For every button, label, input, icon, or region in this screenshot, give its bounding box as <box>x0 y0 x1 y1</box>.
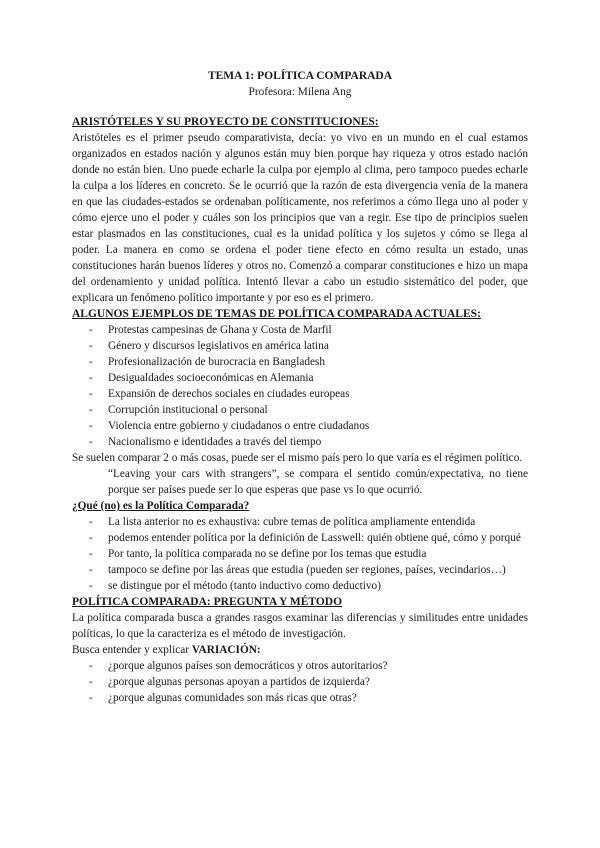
questions-list <box>72 658 528 706</box>
list-item: - ¿porque algunas personas apoyan a partidos de izquierda? <box>72 674 528 690</box>
variacion-keyword: VARIACIÓN: <box>191 644 261 656</box>
list-item: - Protestas campesinas de Ghana y Costa de Marfil <box>72 322 528 338</box>
document-title: TEMA 1: POLÍTICA COMPARADA <box>207 70 393 82</box>
section-heading-aristoteles: ARISTÓTELES Y SU PROYECTO DE CONSTITUCIONES: <box>72 116 379 128</box>
examples-list <box>72 322 528 450</box>
list-item: - Desigualdades socioeconómicas en Alemania <box>72 370 528 386</box>
list-item: - Profesionalización de burocracia en Bangladesh <box>72 354 528 370</box>
list-item: - ¿porque algunos países son democráticos y otros autoritarios? <box>72 658 528 674</box>
list-item: - se distingue por el método (tanto inductivo como deductivo) <box>72 578 528 594</box>
list-item: - ¿porque algunas comunidades son más ricas que otras? <box>72 690 528 706</box>
section-heading-pregunta-metodo: POLÍTICA COMPARADA: PREGUNTA Y MÉTODO <box>72 596 343 608</box>
quote-leaving-cars: “Leaving your cars with strangers”, se compara el sentido común/expectativa, no tiene porque ser países puede ser lo que esperas que pase vs lo que ocurrió. <box>108 468 528 496</box>
list-item: - Género y discursos legislativos en américa latina <box>72 338 528 354</box>
variacion-prefix: Busca entender y explicar <box>72 644 192 656</box>
list-item: - Por tanto, la política comparada no se define por los temas que estudia <box>72 546 528 562</box>
section-heading-ejemplos: ALGUNOS EJEMPLOS DE TEMAS DE POLÍTICA COMPARADA ACTUALES: <box>72 308 481 320</box>
paragraph-metodo: La política comparada busca a grandes rasgos examinar las diferencias y similitudes entre unidades políticas, lo que la caracteriza es el método de investigación. <box>72 612 528 640</box>
paragraph-aristoteles: Aristóteles es el primer pseudo comparativista, decía: yo vivo en un mundo en el cual estamos organizados en estados nación y algunos están muy bien porque hay riqueza y otros estado nación donde no están bien. Uno puede echarle la culpa por ejemplo al clima, pero tampoco puedes echarle la culpa a los líderes en concreto. Se le ocurrió que la razón de esta divergencia venía de la manera en que las ciudades-estados se ordenaban políticamente, nos referimos a cómo llega uno al poder y cómo ejerce uno el poder y cuáles son los principios que van a regir. Ese tipo de principios suelen estar plasmados en las constituciones, cual es la unidad política y los sujetos y cómo se llega al poder. La manera en como se ordena el poder tiene efecto en cómo resulta un estado, unas constituciones harán buenos líderes y otros no. Comenzó a comparar constituciones e hizo un mapa del ordenamiento y unidad política. Intentó llevar a cabo un estudio sistemático del poder, que explicara un fenómeno político importante y por eso es el primero. <box>72 132 528 304</box>
definition-list <box>72 514 528 594</box>
list-item: - Violencia entre gobierno y ciudadanos o entre ciudadanos <box>72 418 528 434</box>
list-item: - tampoco se define por las áreas que estudia (pueden ser regiones, países, vecindarios…) <box>72 562 528 578</box>
paragraph-variacion <box>72 642 528 658</box>
list-item: - podemos entender política por la definición de Lasswell: quién obtiene qué, cómo y porqué <box>72 530 528 546</box>
list-item: - La lista anterior no es exhaustiva: cubre temas de política ampliamente entendida <box>72 514 528 530</box>
list-item: - Nacionalismo e identidades a través del tiempo <box>72 434 528 450</box>
paragraph-comparar: Se suelen comparar 2 o más cosas, puede ser el mismo país pero lo que varía es el régimen político. <box>72 452 523 464</box>
list-item: - Corrupción institucional o personal <box>72 402 528 418</box>
list-item: - Expansión de derechos sociales en ciudades europeas <box>72 386 528 402</box>
professor-name: Profesora: Milena Ang <box>248 86 352 98</box>
section-heading-que-es: ¿Qué (no) es la Política Comparada? <box>72 500 250 512</box>
